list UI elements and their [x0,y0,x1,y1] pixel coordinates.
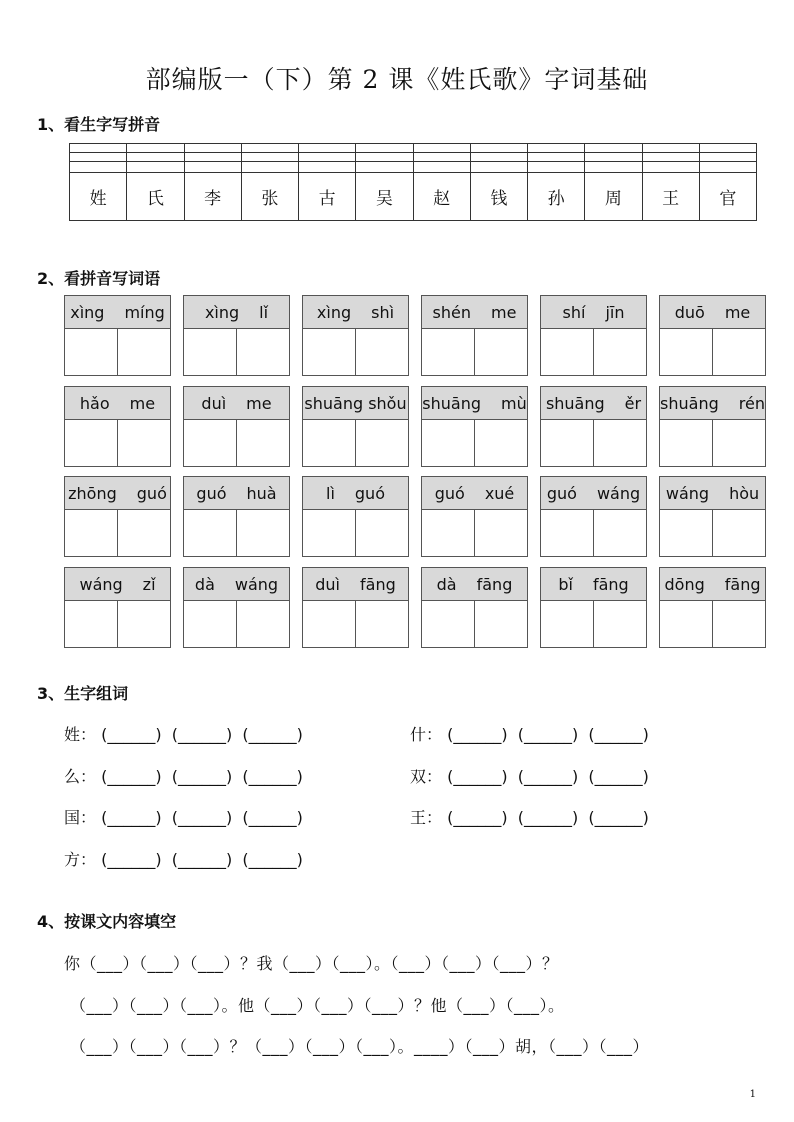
char-cell: 氏 [146,189,164,209]
pinyin-syllable: dōng [664,574,705,594]
pinyin-syllable: huà [246,483,277,503]
pinyin-label [65,387,170,420]
pinyin-syllable: dà [194,574,215,594]
pinyin-syllable: lì [326,483,335,503]
char-column[interactable] [528,144,585,220]
char-column[interactable] [242,144,299,220]
writing-cell[interactable] [541,510,594,557]
writing-cell[interactable] [303,420,356,467]
writing-cell[interactable] [713,601,765,648]
pinyin-syllable: hǎo [79,393,110,413]
pinyin-word-box[interactable] [183,567,290,648]
pinyin-label [541,568,646,601]
writing-cell[interactable] [237,420,289,467]
pinyin-word-box[interactable] [540,567,647,648]
writing-cell[interactable] [541,329,594,376]
pinyin-syllable: me [491,302,517,322]
pinyin-syllable: rén [738,393,765,413]
char-column[interactable] [700,144,756,220]
char-column[interactable] [70,144,127,220]
word-group-row[interactable]: 么： (______) (______) (______) [64,767,303,786]
writing-cell[interactable] [422,329,475,376]
writing-cell[interactable] [660,329,713,376]
fill-blank-line[interactable]: （___）（___）（___）。他（___）（___）（___）？他（___）（___）。 [70,996,565,1015]
pinyin-word-box[interactable] [64,295,171,376]
char-column[interactable] [185,144,242,220]
pinyin-label [660,568,765,601]
pinyin-syllable: duì [315,574,340,594]
pinyin-syllable: xìng [316,302,352,322]
pinyin-word-box[interactable] [540,386,647,467]
writing-cell[interactable] [356,601,408,648]
writing-cell[interactable] [713,510,765,557]
pinyin-syllable: fāng [360,574,396,594]
pinyin-syllable: me [246,393,272,413]
pinyin-syllable: wáng [596,483,641,503]
writing-cell[interactable] [594,601,646,648]
word-group-row[interactable]: 双： (______) (______) (______) [410,767,649,786]
word-group-row[interactable]: 姓： (______) (______) (______) [64,725,303,744]
writing-cell[interactable] [422,601,475,648]
writing-cell[interactable] [118,601,170,648]
writing-cell[interactable] [184,420,237,467]
pinyin-label [422,568,527,601]
char-column[interactable] [643,144,700,220]
pinyin-word-box[interactable] [183,295,290,376]
writing-cell[interactable] [65,510,118,557]
pinyin-syllable: bǐ [558,574,573,594]
pinyin-word-box[interactable] [302,295,409,376]
writing-cell[interactable] [237,601,289,648]
pinyin-word-box[interactable] [64,476,171,557]
pinyin-syllable: jīn [605,302,625,322]
pinyin-word-box[interactable] [659,476,766,557]
char-column[interactable] [356,144,413,220]
writing-cell[interactable] [475,510,527,557]
writing-cell[interactable] [65,601,118,648]
writing-cell[interactable] [541,601,594,648]
char-cell: 吴 [375,189,393,209]
pinyin-word-box[interactable] [659,386,766,467]
pinyin-syllable: guó [546,483,577,503]
char-cell: 官 [719,189,737,209]
pinyin-label [184,296,289,329]
page-number: 1 [749,1089,756,1100]
pinyin-word-box[interactable] [540,295,647,376]
section-3-heading: 3、生字组词 [37,684,129,703]
pinyin-label [65,568,170,601]
writing-cell[interactable] [65,329,118,376]
pinyin-syllable: me [724,302,751,322]
word-group-row[interactable]: 国： (______) (______) (______) [64,808,303,827]
writing-cell[interactable] [356,420,408,467]
pinyin-syllable: shuāng [545,393,605,413]
pinyin-label [303,568,408,601]
char-column[interactable] [299,144,356,220]
pinyin-syllable: shén [432,302,472,322]
fill-blank-line[interactable]: 你（___）（___）（___）？我（___）（___）。（___）（___）（___）？ [64,954,559,973]
pinyin-syllable: guó [136,483,167,503]
pinyin-word-box[interactable] [302,476,409,557]
pinyin-word-box[interactable] [183,386,290,467]
writing-cell[interactable] [541,420,594,467]
writing-cell[interactable] [713,329,765,376]
pinyin-word-box[interactable] [302,567,409,648]
pinyin-label [541,477,646,510]
word-group-row[interactable]: 王： (______) (______) (______) [410,808,649,827]
pinyin-word-box[interactable] [659,567,766,648]
writing-cell[interactable] [660,510,713,557]
pinyin-syllable: lǐ [259,302,269,322]
pinyin-label [65,477,170,510]
writing-cell[interactable] [184,601,237,648]
pinyin-word-box[interactable] [540,476,647,557]
pinyin-syllable: shì [371,302,395,322]
writing-cell[interactable] [475,329,527,376]
char-cell: 周 [604,189,622,209]
writing-cell[interactable] [475,601,527,648]
pinyin-syllable: guó [354,483,385,503]
char-cell: 钱 [490,189,508,209]
pinyin-syllable: xìng [204,302,240,322]
pinyin-label [184,568,289,601]
writing-cell[interactable] [422,420,475,467]
pinyin-word-box[interactable] [302,386,409,467]
char-column[interactable] [414,144,471,220]
pinyin-label [541,387,646,420]
pinyin-label [660,477,765,510]
pinyin-syllable: xué [484,483,515,503]
pinyin-syllable: fāng [592,574,629,594]
pinyin-label [422,387,527,420]
pinyin-syllable: shuāng [660,393,719,413]
writing-cell[interactable] [237,510,289,557]
pinyin-syllable: hòu [729,483,760,503]
writing-cell[interactable] [422,510,475,557]
pinyin-label [422,477,527,510]
writing-cell[interactable] [356,510,408,557]
pinyin-syllable: míng [124,302,165,322]
pinyin-label [65,296,170,329]
writing-cell[interactable] [713,420,765,467]
pinyin-word-box[interactable] [421,476,528,557]
writing-cell[interactable] [594,329,646,376]
char-column[interactable] [471,144,528,220]
pinyin-syllable: shuāng [422,393,481,413]
pinyin-syllable: duō [674,302,705,322]
char-column[interactable] [585,144,642,220]
pinyin-label [303,477,408,510]
pinyin-syllable: duì [201,393,227,413]
writing-cell[interactable] [356,329,408,376]
pinyin-syllable: guó [196,483,227,503]
word-group-row[interactable]: 什： (______) (______) (______) [410,725,649,744]
pinyin-word-box[interactable] [659,295,766,376]
writing-cell[interactable] [303,329,356,376]
pinyin-label [660,387,765,420]
writing-cell[interactable] [65,420,118,467]
pinyin-syllable: zǐ [142,574,156,594]
section-1-heading: 1、看生字写拼音 [37,115,161,134]
pinyin-label [184,477,289,510]
pinyin-label [541,296,646,329]
section-4-heading: 4、按课文内容填空 [37,912,177,931]
writing-cell[interactable] [118,329,170,376]
pinyin-syllable: wáng [665,483,710,503]
char-cell: 古 [318,189,336,209]
writing-cell[interactable] [118,420,170,467]
pinyin-word-box[interactable] [421,386,528,467]
writing-cell[interactable] [303,510,356,557]
fill-blank-line[interactable]: （___）（___）（___）？（___）（___）（___）。____）（___）胡，（___）（___） [70,1037,650,1056]
pinyin-syllable: shí [562,302,586,322]
writing-cell[interactable] [660,601,713,648]
char-pinyin-table [69,143,757,221]
char-cell: 姓 [89,189,107,209]
pinyin-word-box[interactable] [64,567,171,648]
char-cell: 张 [261,189,279,209]
pinyin-label [303,387,408,420]
writing-cell[interactable] [184,329,237,376]
pinyin-label [660,296,765,329]
pinyin-word-box[interactable] [64,386,171,467]
pinyin-syllable: ěr [624,393,642,413]
pinyin-label [303,296,408,329]
pinyin-label [184,387,289,420]
writing-cell[interactable] [475,420,527,467]
writing-cell[interactable] [303,601,356,648]
writing-cell[interactable] [184,510,237,557]
pinyin-label [422,296,527,329]
page-title: 部编版一（下）第 2 课《姓氏歌》字词基础 [145,65,649,94]
char-cell: 孙 [547,189,565,209]
char-cell: 王 [662,189,680,209]
pinyin-word-box[interactable] [183,476,290,557]
pinyin-word-box[interactable] [421,567,528,648]
writing-cell[interactable] [594,510,646,557]
char-column[interactable] [127,144,184,220]
writing-cell[interactable] [594,420,646,467]
writing-cell[interactable] [237,329,289,376]
writing-cell[interactable] [118,510,170,557]
pinyin-syllable: guó [434,483,465,503]
pinyin-syllable: zhōng [68,483,117,503]
pinyin-syllable: me [129,393,156,413]
pinyin-syllable: mù [501,393,527,413]
char-cell: 赵 [433,189,451,209]
pinyin-syllable: fāng [724,574,761,594]
char-cell: 李 [204,189,222,209]
pinyin-syllable: wáng [234,574,279,594]
section-2-heading: 2、看拼音写词语 [37,269,161,288]
pinyin-word-box[interactable] [421,295,528,376]
pinyin-syllable: dà [436,574,457,594]
pinyin-syllable: fāng [476,574,513,594]
pinyin-syllable: shuāng shǒu [304,393,407,413]
word-group-row[interactable]: 方： (______) (______) (______) [64,850,303,869]
writing-cell[interactable] [660,420,713,467]
pinyin-syllable: xìng [70,302,105,322]
pinyin-syllable: wáng [79,574,123,594]
